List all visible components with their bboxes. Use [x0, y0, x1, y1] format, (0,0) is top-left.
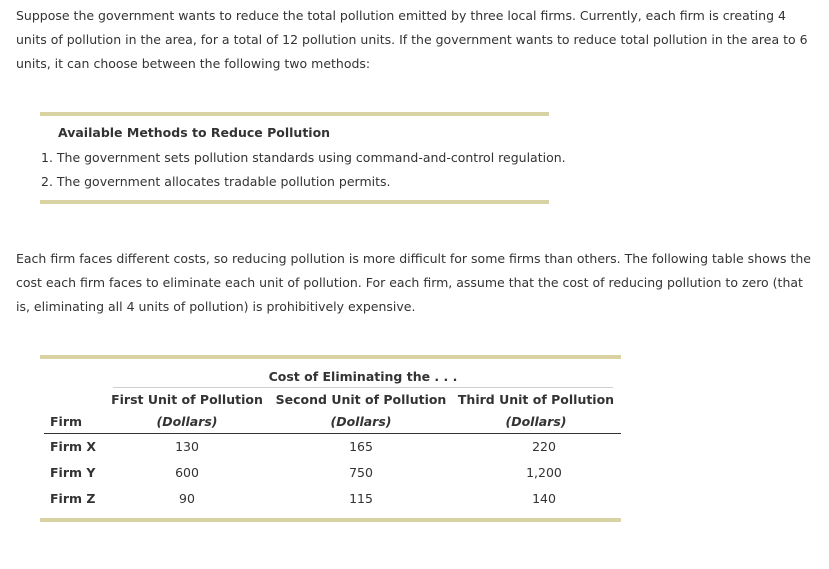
- method-item: 2. The government allocates tradable pollution permits.: [41, 174, 391, 189]
- table-group-header: Cost of Eliminating the . . .: [268, 369, 458, 384]
- column-unit-second: (Dollars): [330, 414, 392, 429]
- column-header-third: Third Unit of Pollution: [457, 392, 615, 407]
- table-cell: 600: [175, 465, 199, 480]
- table-cell: 165: [349, 439, 373, 454]
- table-cell: 750: [349, 465, 373, 480]
- table-cell: 220: [532, 439, 556, 454]
- row-firm-label: Firm Z: [50, 491, 96, 506]
- methods-top-rule: [40, 112, 549, 116]
- table-cell: 130: [175, 439, 199, 454]
- table-cell: 140: [532, 491, 556, 506]
- table-cell: 115: [349, 491, 373, 506]
- header-rule: [44, 433, 621, 434]
- column-header-first: First Unit of Pollution: [111, 392, 263, 407]
- table-cell: 90: [179, 491, 195, 506]
- group-header-rule: [113, 387, 613, 388]
- row-firm-label: Firm Y: [50, 465, 96, 480]
- intro-paragraph: Suppose the government wants to reduce the total pollution emitted by three local firms. Currently, each firm is creating 4 units of pollution in the area, for a total of 12 pollution units. If the government wants to reduce total pollution in the area to 6 units, it can choose between the following two methods:: [16, 8, 808, 71]
- column-header-second: Second Unit of Pollution: [275, 392, 447, 407]
- column-unit-third: (Dollars): [505, 414, 567, 429]
- methods-bottom-rule: [40, 200, 549, 204]
- methods-title: Available Methods to Reduce Pollution: [58, 125, 331, 140]
- cost-paragraph: Each firm faces different costs, so reducing pollution is more difficult for some firms than others. The following table shows the cost each firm faces to eliminate each unit of pollution. For each firm, assume that the cost of reducing pollution to zero (that is, eliminating all 4 units of pollution) is prohibitively expensive.: [16, 251, 811, 314]
- table-top-rule: [40, 355, 621, 359]
- table-cell: 1,200: [526, 465, 562, 480]
- table-bottom-rule: [40, 518, 621, 522]
- method-item: 1. The government sets pollution standards using command-and-control regulation.: [41, 150, 566, 165]
- row-firm-label: Firm X: [50, 439, 97, 454]
- column-unit-first: (Dollars): [156, 414, 218, 429]
- column-header-firm: Firm: [50, 414, 83, 429]
